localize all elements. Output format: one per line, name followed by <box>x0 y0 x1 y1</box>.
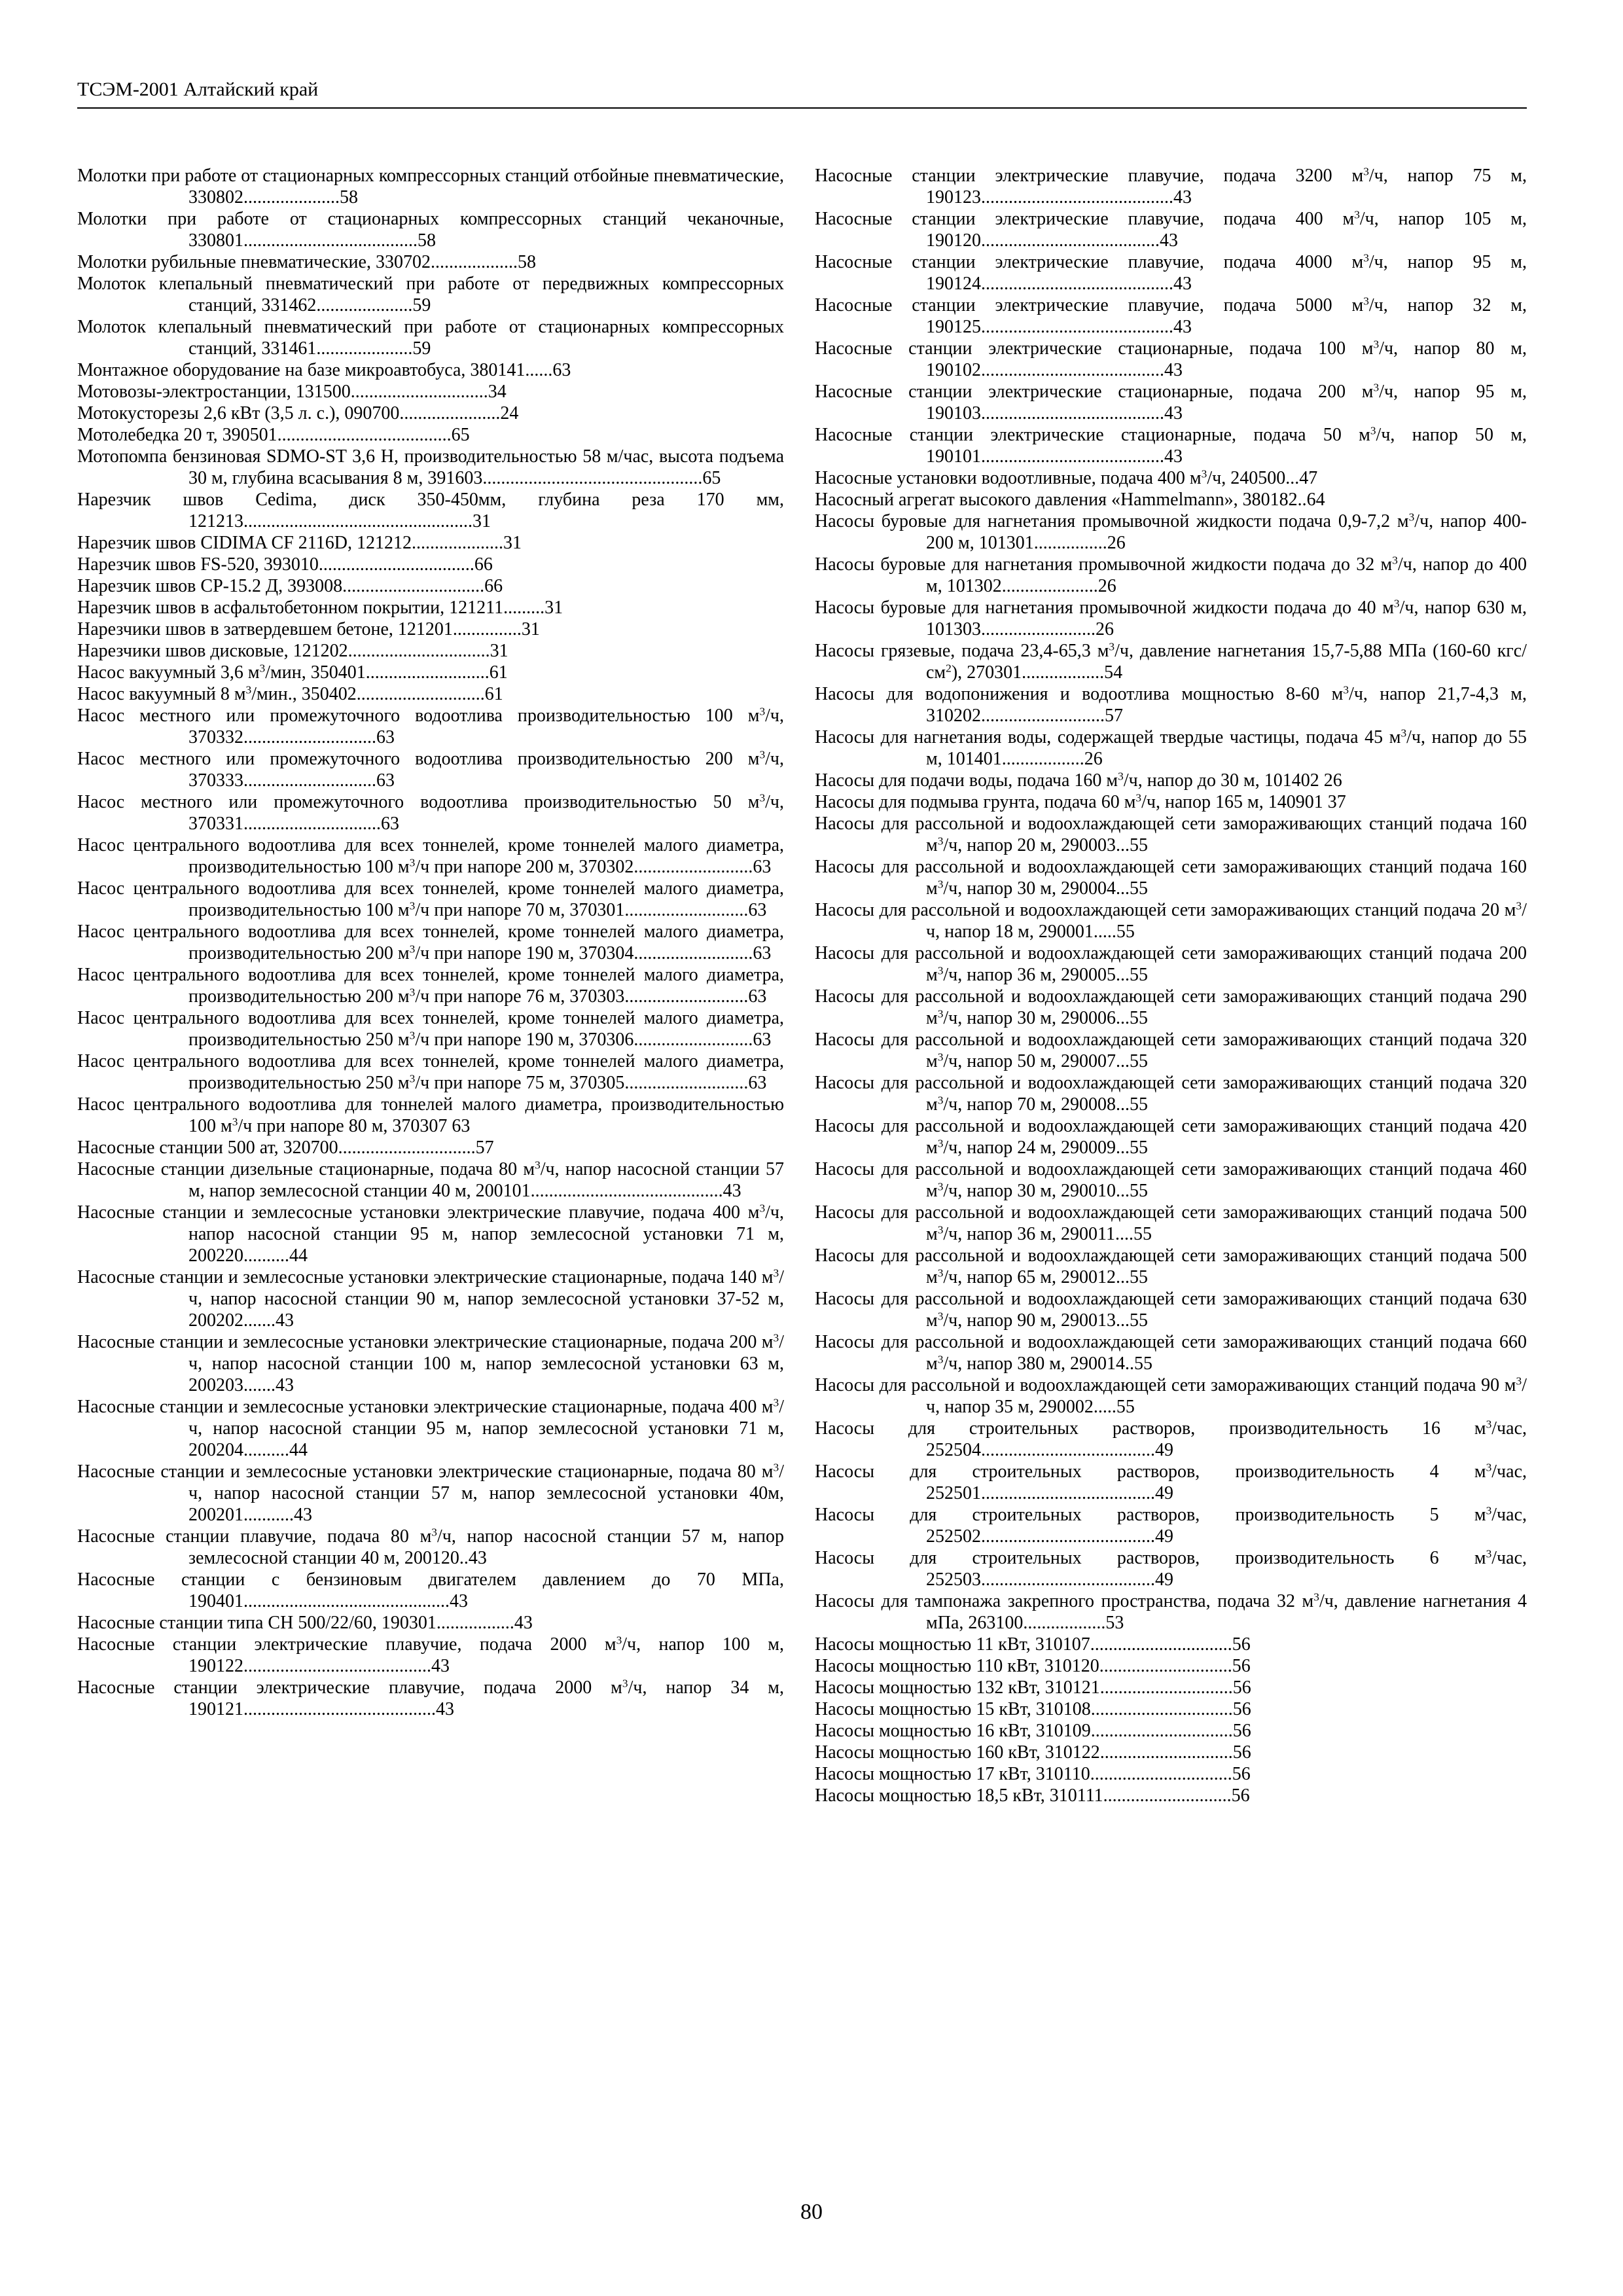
index-entry: Насосы для строительных растворов, производительность 5 $м^3$/час, 252502......................................49 <box>815 1504 1527 1547</box>
index-entry: Насосные станции электрические стационарные, подача 50 $м^3/ч$, напор 50 м, 190101........................................43 <box>815 424 1527 467</box>
index-entry: Насос центрального водоотлива для тоннелей малого диаметра, производительностью 100 $м^3/ч$ при напоре 80 м, 370307 63 <box>77 1094 784 1136</box>
index-entry: Насосы для нагнетания воды, содержащей твердые частицы, подача 45 $м^3/ч$, напор до 55 м, 101401..................26 <box>815 726 1527 769</box>
index-entry: Насосный агрегат высокого давления «Hammelmann», 380182..64 <box>815 490 1325 510</box>
index-entry: Насосы для рассольной и водоохлаждающей сети замораживающих станций подача 160 $м^3/ч$, напор 20 м, 290003...55 <box>815 814 1527 855</box>
index-entry: Насос центрального водоотлива для всех тоннелей, кроме тоннелей малого диаметра, производительностью 200 $м^3/ч$ при напоре 190 м, 370304..........................63 <box>77 922 784 963</box>
index-entry: Насосы мощностью 110 кВт, 310120.............................56 <box>815 1656 1251 1676</box>
index-entry: Насос местного или промежуточного водоотлива производительностью 200 $м^3/ч$, 370333.............................63 <box>77 748 784 791</box>
index-entry: Насосные станции электрические стационарные, подача 100 $м^3/ч$, напор 80 м, 190102........................................43 <box>815 338 1527 380</box>
index-entry: Нарезчик швов CIDIMA CF 2116D, 121212....................31 <box>77 533 522 553</box>
index-entry: Насосы буровые для нагнетания промывочной жидкости подача до 32 $м^3/ч$, напор до 400 м, 101302.....................26 <box>815 554 1527 596</box>
index-entry: Насосы для строительных растворов, производительность 6 $м^3$/час, 252503......................................49 <box>815 1547 1527 1590</box>
index-entry: Насос центрального водоотлива для всех тоннелей, кроме тоннелей малого диаметра, производительностью 100 $м^3/ч$ при напоре 200 м, 370302..........................63 <box>77 835 784 877</box>
index-entry: Насосы для рассольной и водоохлаждающей сети замораживающих станций подача 90 $м^3/ч$, напор 35 м, 290002.....55 <box>815 1374 1527 1417</box>
index-entry: Насосные станции электрические плавучие, подача 400 $м^3/ч$, напор 105 м, 190120.......................................43 <box>815 208 1527 251</box>
index-entry: Насосные станции электрические плавучие, подача 2000 $м^3/ч$, напор 34 м, 190121..........................................43 <box>77 1677 784 1719</box>
index-entry: Нарезчик швов FS-520, 393010..................................66 <box>77 554 493 575</box>
index-entry: Нарезчик швов CP-15.2 Д, 393008...............................66 <box>77 576 503 596</box>
index-entry: Насос вакуумный 3,6 $м^3$/мин, 350401...........................61 <box>77 662 508 683</box>
index-entry: Насосы мощностью 11 кВт, 310107...............................56 <box>815 1634 1251 1655</box>
index-entry: Насосы мощностью 17 кВт, 310110...............................56 <box>815 1764 1251 1784</box>
index-column-right <box>815 165 1527 1806</box>
index-entry: Мотокусторезы 2,6 кВт (3,5 л. с.), 090700......................24 <box>77 403 519 423</box>
index-entry: Насосы для рассольной и водоохлаждающей сети замораживающих станций подача 500 $м^3/ч$, напор 65 м, 290012...55 <box>815 1246 1527 1287</box>
index-entry: Насос местного или промежуточного водоотлива производительностью 50 $м^3/ч$, 370331..............................63 <box>77 791 784 834</box>
index-entry: Насос вакуумный 8 $м^3$/мин., 350402............................61 <box>77 683 503 704</box>
index-entry: Насосы для строительных растворов, производительность 16 $м^3$/час, 252504......................................49 <box>815 1418 1527 1460</box>
index-entry: Насос местного или промежуточного водоотлива производительностью 100 $м^3/ч$, 370332.............................63 <box>77 705 784 747</box>
index-entry: Насосы для рассольной и водоохлаждающей сети замораживающих станций подача 290 $м^3/ч$, напор 30 м, 290006...55 <box>815 986 1527 1028</box>
index-entry: Насосные станции и землесосные установки электрические стационарные, подача 140 $м^3/ч$, напор насосной станции 90 м, напор землесосной установки 37-52 м, 200202.......43 <box>77 1266 784 1331</box>
header-title: ТСЭМ-2001 Алтайский край <box>77 79 319 100</box>
index-entry: Мотовозы-электростанции, 131500..............................34 <box>77 382 507 402</box>
page-number: 80 <box>800 2200 823 2224</box>
index-entry: Нарезчики швов в затвердевшем бетоне, 121201...............31 <box>77 619 540 639</box>
index-entry: Насосные станции и землесосные установки электрические плавучие, подача 400 $м^3/ч$, напор насосной станции 95 м, напор землесосной установки 71 м, 200220..........44 <box>77 1202 784 1266</box>
index-entry: Монтажное оборудование на базе микроавтобуса, 380141......63 <box>77 360 571 380</box>
index-entry: Насос центрального водоотлива для всех тоннелей, кроме тоннелей малого диаметра, производительностью 100 $м^3/ч$ при напоре 70 м, 370301...........................63 <box>77 878 784 920</box>
index-entry: Насосы для рассольной и водоохлаждающей сети замораживающих станций подача 20 $м^3/ч$, напор 18 м, 290001.....55 <box>815 899 1527 942</box>
index-entry: Насосные станции электрические плавучие, подача 2000 $м^3/ч$, напор 100 м, 190122.........................................43 <box>77 1634 785 1676</box>
index-entry: Насосы для рассольной и водоохлаждающей сети замораживающих станций подача 320 $м^3/ч$, напор 70 м, 290008...55 <box>815 1073 1527 1115</box>
index-entry: Насосы для рассольной и водоохлаждающей сети замораживающих станций подача 320 $м^3/ч$, напор 50 м, 290007...55 <box>815 1030 1527 1071</box>
index-entry: Насосные станции и землесосные установки электрические стационарные, подача 200 $м^3/ч$, напор насосной станции 100 м, напор землесосной установки 63 м, 200203.......43 <box>77 1331 784 1395</box>
index-entry: Насосные станции 500 ат, 320700..............................57 <box>77 1138 494 1158</box>
index-entry: Насосы грязевые, подача 23,4-65,3 $м^3/ч$, давление нагнетания 15,7-5,88 МПа (160-60 кгс/$см^2$), 270301..................54 <box>815 640 1527 683</box>
index-entry: Насосы для водопонижения и водоотлива мощностью 8-60 $м^3/ч$, напор 21,7-4,3 м, 310202...........................57 <box>815 683 1527 726</box>
index-entry: Насосы для рассольной и водоохлаждающей сети замораживающих станций подача 460 $м^3/ч$, напор 30 м, 290010...55 <box>815 1159 1527 1201</box>
index-entry: Насосы мощностью 16 кВт, 310109...............................56 <box>815 1721 1251 1741</box>
index-entry: Насосы буровые для нагнетания промывочной жидкости подача 0,9-7,2 $м^3/ч$, напор 400-200 м, 101301................26 <box>815 511 1527 553</box>
index-entry: Молотки рубильные пневматические, 330702...................58 <box>77 252 536 272</box>
index-entry: Насосные станции дизельные стационарные, подача 80 $м^3/ч$, напор насосной станции 57 м, напор землесосной станции 40 м, 200101..........................................43 <box>77 1158 784 1201</box>
index-entry: Насосные станции плавучие, подача 80 $м^3/ч$, напор насосной станции 57 м, напор землесосной станции 40 м, 200120..43 <box>77 1526 784 1568</box>
index-entry: Насосные станции электрические плавучие, подача 3200 $м^3/ч$, напор 75 м, 190123..........................................43 <box>815 165 1527 207</box>
index-entry: Насосные станции и землесосные установки электрические стационарные, подача 80 $м^3/ч$, напор насосной станции 57 м, напор землесосной установки 40м, 200201...........43 <box>77 1461 784 1525</box>
index-entry: Насосы для рассольной и водоохлаждающей сети замораживающих станций подача 630 $м^3/ч$, напор 90 м, 290013...55 <box>815 1289 1527 1331</box>
index-entry: Насосы мощностью 132 кВт, 310121.............................56 <box>815 1677 1251 1698</box>
index-entry: Насосные установки водоотливные, подача 400 $м^3/ч$, 240500...47 <box>815 467 1318 488</box>
index-entry: Молоток клепальный пневматический при работе от стационарных компрессорных станций, 331461.....................59 <box>77 317 784 359</box>
index-entry: Насосные станции и землесосные установки электрические стационарные, подача 400 $м^3/ч$, напор насосной станции 95 м, напор землесосной установки 71 м, 200204..........44 <box>77 1396 784 1460</box>
index-entry: Молоток клепальный пневматический при работе от передвижных компрессорных станций, 331462.....................59 <box>77 274 784 315</box>
index-entry: Молотки при работе от стационарных компрессорных станций отбойные пневматические, 330802.....................58 <box>77 166 784 207</box>
index-entry: Насосы для подмыва грунта, подача 60 $м^3/ч$, напор 165 м, 140901 37 <box>815 791 1346 812</box>
index-entry: Насосные станции электрические стационарные, подача 200 $м^3/ч$, напор 95 м, 190103........................................43 <box>815 381 1527 423</box>
index-entry: Насосы для тампонажа закрепного пространства, подача 32 $м^3/ч$, давление нагнетания 4 мПа, 263100..................53 <box>815 1590 1527 1633</box>
index-entry: Насосные станции электрические плавучие, подача 4000 $м^3/ч$, напор 95 м, 190124..........................................43 <box>815 251 1527 294</box>
index-entry: Мотолебедка 20 т, 390501......................................65 <box>77 425 470 445</box>
index-entry: Насосы буровые для нагнетания промывочной жидкости подача до 40 $м^3/ч$, напор 630 м, 101303.........................26 <box>815 597 1527 639</box>
index-entry: Мотопомпа бензиновая SDMO-ST 3,6 H, производительностью 58 м/час, высота подъема 30 м, глубина всасывания 8 м, 391603................................................65 <box>77 446 784 488</box>
index-entry: Насосные станции типа СН 500/22/60, 190301.................43 <box>77 1613 533 1633</box>
index-entry: Нарезчики швов дисковые, 121202...............................31 <box>77 641 508 661</box>
index-entry: Насосы для строительных растворов, производительность 4 $м^3$/час, 252501......................................49 <box>815 1461 1527 1503</box>
index-entry: Насосные станции с бензиновым двигателем давлением до 70 МПа, 190401.............................................43 <box>77 1570 784 1611</box>
index-entry: Насосы для рассольной и водоохлаждающей сети замораживающих станций подача 160 $м^3/ч$, напор 30 м, 290004...55 <box>815 857 1527 899</box>
index-entry: Насосы для рассольной и водоохлаждающей сети замораживающих станций подача 500 $м^3/ч$, напор 36 м, 290011....55 <box>815 1202 1527 1244</box>
index-entry: Насос центрального водоотлива для всех тоннелей, кроме тоннелей малого диаметра, производительностью 200 $м^3/ч$ при напоре 76 м, 370303...........................63 <box>77 965 784 1007</box>
index-entry: Нарезчик швов в асфальтобетонном покрытии, 121211.........31 <box>77 598 563 618</box>
index-entry: Насосы для рассольной и водоохлаждающей сети замораживающих станций подача 660 $м^3/ч$, напор 380 м, 290014..55 <box>815 1332 1527 1374</box>
page-header <box>77 73 1527 109</box>
index-entry: Насос центрального водоотлива для всех тоннелей, кроме тоннелей малого диаметра, производительностью 250 $м^3/ч$ при напоре 75 м, 370305...........................63 <box>77 1051 784 1093</box>
index-entry: Молотки при работе от стационарных компрессорных станций чеканочные, 330801......................................58 <box>77 209 784 251</box>
index-entry: Насосы для подачи воды, подача 160 $м^3/ч$, напор до 30 м, 101402 26 <box>815 770 1342 791</box>
index-entry: Насосы мощностью 160 кВт, 310122.............................56 <box>815 1742 1251 1763</box>
index-column-left <box>77 165 784 1720</box>
index-entry: Насосы мощностью 18,5 кВт, 310111............................56 <box>815 1785 1250 1806</box>
index-entry: Насосы мощностью 15 кВт, 310108...............................56 <box>815 1699 1251 1719</box>
index-entry: Насос центрального водоотлива для всех тоннелей, кроме тоннелей малого диаметра, производительностью 250 $м^3/ч$ при напоре 190 м, 370306..........................63 <box>77 1008 784 1050</box>
index-entry: Насосы для рассольной и водоохлаждающей сети замораживающих станций подача 200 $м^3/ч$, напор 36 м, 290005...55 <box>815 943 1527 985</box>
index-entry: Насосные станции электрические плавучие, подача 5000 $м^3/ч$, напор 32 м, 190125..........................................43 <box>815 295 1527 337</box>
index-entry: Нарезчик швов Cedima, диск 350-450мм, глубина реза 170 мм, 121213..................................................31 <box>77 490 784 531</box>
index-entry: Насосы для рассольной и водоохлаждающей сети замораживающих станций подача 420 $м^3/ч$, напор 24 м, 290009...55 <box>815 1116 1527 1158</box>
